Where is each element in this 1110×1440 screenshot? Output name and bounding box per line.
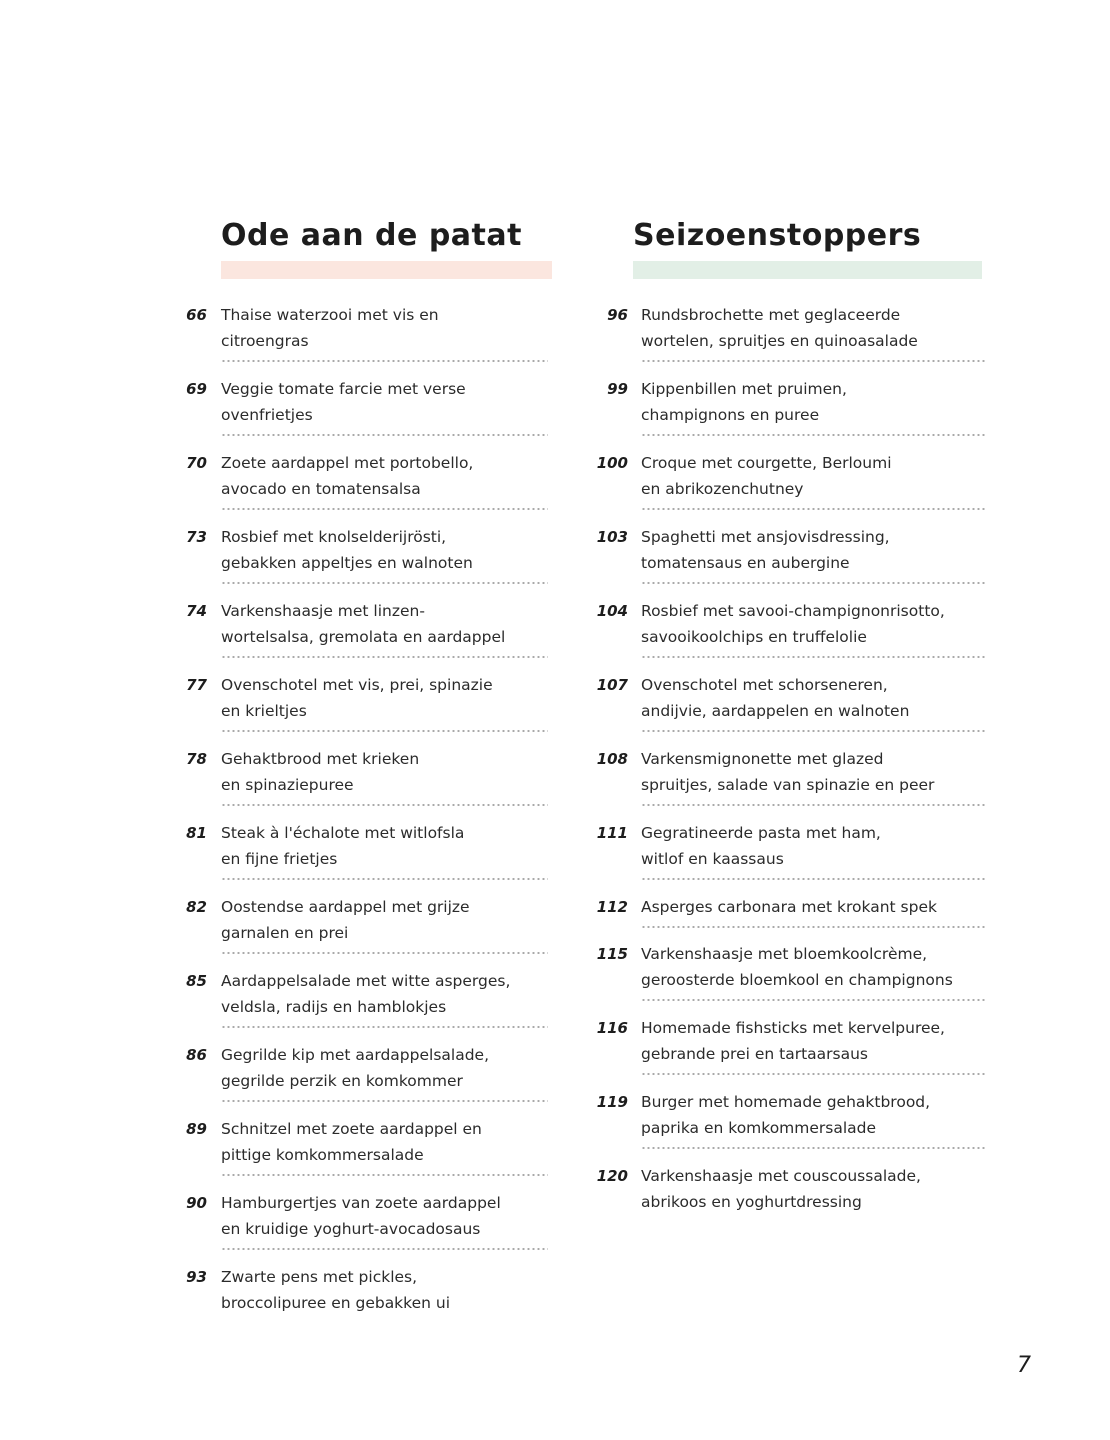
toc-recipe-line: andijvie, aardappelen en walnoten (641, 702, 910, 720)
toc-recipe-line: veldsla, radijs en hamblokjes (221, 998, 447, 1016)
section-title: Ode aan de patat (221, 218, 522, 253)
toc-recipe-line: ovenfrietjes (221, 406, 313, 424)
toc-recipe-line: gegrilde perzik en komkommer (221, 1072, 463, 1090)
toc-recipe-line: champignons en puree (641, 406, 820, 424)
toc-page-number: 108 (596, 750, 628, 768)
toc-recipe-title (641, 524, 990, 576)
toc-entry (590, 302, 990, 376)
toc-entry (590, 376, 990, 450)
toc-page-number: 119 (596, 1093, 628, 1111)
toc-recipe-line: Aardappelsalade met witte asperges, (221, 972, 511, 990)
toc-page-number: 81 (186, 824, 207, 842)
toc-page-number: 93 (186, 1268, 207, 1286)
toc-list (178, 302, 552, 1338)
toc-page-number: 116 (596, 1019, 628, 1037)
toc-recipe-line: Varkenshaasje met linzen- (221, 602, 425, 620)
toc-recipe-line: Rosbief met savooi-champignonrisotto, (641, 602, 945, 620)
toc-recipe-line: Burger met homemade gehaktbrood, (641, 1093, 931, 1111)
toc-recipe-line: Oostendse aardappel met grijze (221, 898, 470, 916)
toc-recipe-title (221, 968, 552, 1020)
toc-recipe-line: Gegratineerde pasta met ham, (641, 824, 881, 842)
toc-page-number: 85 (186, 972, 207, 990)
toc-entry (178, 894, 552, 968)
toc-recipe-line: geroosterde bloemkool en champignons (641, 971, 953, 989)
toc-section-right (590, 215, 990, 1237)
toc-recipe-line: Thaise waterzooi met vis en (221, 306, 439, 324)
toc-page-number: 99 (607, 380, 628, 398)
toc-recipe-title (221, 672, 552, 724)
title-highlight-bar (633, 261, 982, 279)
toc-recipe-title (221, 302, 552, 354)
toc-recipe-line: Homemade fishsticks met kervelpuree, (641, 1019, 945, 1037)
toc-page-number: 86 (186, 1046, 207, 1064)
toc-recipe-line: Schnitzel met zoete aardappel en (221, 1120, 482, 1138)
toc-page-number: 115 (596, 945, 628, 963)
toc-recipe-line: tomatensaus en aubergine (641, 554, 850, 572)
toc-recipe-title (641, 820, 990, 872)
toc-recipe-line: en krieltjes (221, 702, 307, 720)
toc-recipe-line: witlof en kaassaus (641, 850, 784, 868)
toc-recipe-line: Veggie tomate farcie met verse (221, 380, 466, 398)
toc-recipe-title (641, 672, 990, 724)
toc-page-number: 78 (186, 750, 207, 768)
toc-list (590, 302, 990, 1237)
toc-page-number: 100 (596, 454, 628, 472)
toc-entry (178, 598, 552, 672)
toc-page-number: 77 (186, 676, 207, 694)
toc-entry (178, 302, 552, 376)
toc-recipe-line: citroengras (221, 332, 309, 350)
toc-recipe-line: Steak à l'échalote met witlofsla (221, 824, 465, 842)
toc-recipe-title (221, 450, 552, 502)
toc-page-number: 70 (186, 454, 207, 472)
toc-page-number: 103 (596, 528, 628, 546)
toc-page-number: 69 (186, 380, 207, 398)
toc-recipe-line: Zoete aardappel met portobello, (221, 454, 474, 472)
toc-section-left (178, 215, 552, 1338)
toc-recipe-title (221, 376, 552, 428)
toc-entry (590, 941, 990, 1015)
toc-entry (178, 1116, 552, 1190)
toc-entry (178, 1264, 552, 1338)
toc-recipe-title (221, 894, 552, 946)
toc-recipe-line: Hamburgertjes van zoete aardappel (221, 1194, 501, 1212)
toc-recipe-line: en spinaziepuree (221, 776, 354, 794)
toc-page-number: 96 (607, 306, 628, 324)
toc-entry (590, 450, 990, 524)
toc-recipe-line: Gegrilde kip met aardappelsalade, (221, 1046, 489, 1064)
toc-recipe-line: Rosbief met knolselderijrösti, (221, 528, 447, 546)
toc-entry (178, 820, 552, 894)
toc-recipe-line: en fijne frietjes (221, 850, 338, 868)
toc-page-number: 112 (596, 898, 628, 916)
toc-recipe-title (221, 820, 552, 872)
toc-recipe-line: Rundsbrochette met geglaceerde (641, 306, 901, 324)
toc-recipe-line: Varkensmignonette met glazed (641, 750, 884, 768)
toc-entry (590, 894, 990, 941)
toc-recipe-line: Ovenschotel met schorseneren, (641, 676, 888, 694)
toc-recipe-title (641, 598, 990, 650)
toc-recipe-line: en kruidige yoghurt-avocadosaus (221, 1220, 481, 1238)
toc-page-number: 74 (186, 602, 207, 620)
toc-recipe-title (221, 1042, 552, 1094)
toc-recipe-line: Varkenshaasje met couscoussalade, (641, 1167, 921, 1185)
toc-recipe-title (641, 746, 990, 798)
toc-entry (590, 1015, 990, 1089)
toc-entry (178, 376, 552, 450)
toc-entry (590, 820, 990, 894)
toc-page-number: 73 (186, 528, 207, 546)
toc-entry (590, 1089, 990, 1163)
toc-page-number: 89 (186, 1120, 207, 1138)
toc-recipe-line: paprika en komkommersalade (641, 1119, 877, 1137)
toc-recipe-title (221, 1264, 552, 1316)
toc-entry (590, 598, 990, 672)
page-number: 7 (1017, 1353, 1031, 1378)
toc-recipe-line: savooikoolchips en truffelolie (641, 628, 867, 646)
toc-entry (590, 524, 990, 598)
toc-recipe-line: Varkenshaasje met bloemkoolcrème, (641, 945, 928, 963)
toc-page-number: 104 (596, 602, 628, 620)
toc-entry (178, 1042, 552, 1116)
toc-page-number: 107 (596, 676, 628, 694)
title-highlight-bar (221, 261, 552, 279)
toc-recipe-line: Zwarte pens met pickles, (221, 1268, 418, 1286)
toc-entry (590, 672, 990, 746)
toc-recipe-line: Kippenbillen met pruimen, (641, 380, 847, 398)
toc-recipe-line: Gehaktbrood met krieken (221, 750, 420, 768)
toc-recipe-line: wortelen, spruitjes en quinoasalade (641, 332, 918, 350)
toc-recipe-title (221, 524, 552, 576)
toc-recipe-title (221, 1116, 552, 1168)
toc-page-number: 111 (596, 824, 628, 842)
toc-page-number: 66 (186, 306, 207, 324)
toc-recipe-title (641, 1089, 990, 1141)
toc-entry (178, 746, 552, 820)
toc-page-number: 120 (596, 1167, 628, 1185)
toc-entry (178, 450, 552, 524)
toc-recipe-line: abrikoos en yoghurtdressing (641, 1193, 862, 1211)
toc-recipe-title (641, 450, 990, 502)
toc-recipe-line: Spaghetti met ansjovisdressing, (641, 528, 890, 546)
toc-entry (178, 524, 552, 598)
toc-recipe-line: garnalen en prei (221, 924, 349, 942)
toc-entry (590, 746, 990, 820)
toc-recipe-line: en abrikozenchutney (641, 480, 804, 498)
toc-recipe-title (641, 941, 990, 993)
toc-recipe-title (221, 1190, 552, 1242)
toc-recipe-line: Ovenschotel met vis, prei, spinazie (221, 676, 493, 694)
section-title: Seizoenstoppers (633, 218, 922, 253)
toc-recipe-line: wortelsalsa, gremolata en aardappel (221, 628, 506, 646)
toc-entry (178, 1190, 552, 1264)
toc-recipe-line: broccolipuree en gebakken ui (221, 1294, 451, 1312)
toc-recipe-line: pittige komkommersalade (221, 1146, 424, 1164)
toc-recipe-title (641, 302, 990, 354)
toc-recipe-title (641, 1015, 990, 1067)
toc-recipe-title (641, 1163, 990, 1215)
toc-entry (178, 968, 552, 1042)
toc-page-number: 82 (186, 898, 207, 916)
toc-recipe-title (221, 598, 552, 650)
toc-recipe-line: gebakken appeltjes en walnoten (221, 554, 473, 572)
toc-page-number: 90 (186, 1194, 207, 1212)
toc-recipe-title (641, 376, 990, 428)
toc-recipe-line: avocado en tomatensalsa (221, 480, 421, 498)
toc-recipe-line: Asperges carbonara met krokant spek (641, 898, 937, 916)
toc-entry (178, 672, 552, 746)
toc-recipe-line: spruitjes, salade van spinazie en peer (641, 776, 935, 794)
toc-recipe-title (221, 746, 552, 798)
toc-entry (590, 1163, 990, 1237)
toc-recipe-title (641, 894, 990, 920)
toc-recipe-line: gebrande prei en tartaarsaus (641, 1045, 869, 1063)
toc-recipe-line: Croque met courgette, Berloumi (641, 454, 892, 472)
